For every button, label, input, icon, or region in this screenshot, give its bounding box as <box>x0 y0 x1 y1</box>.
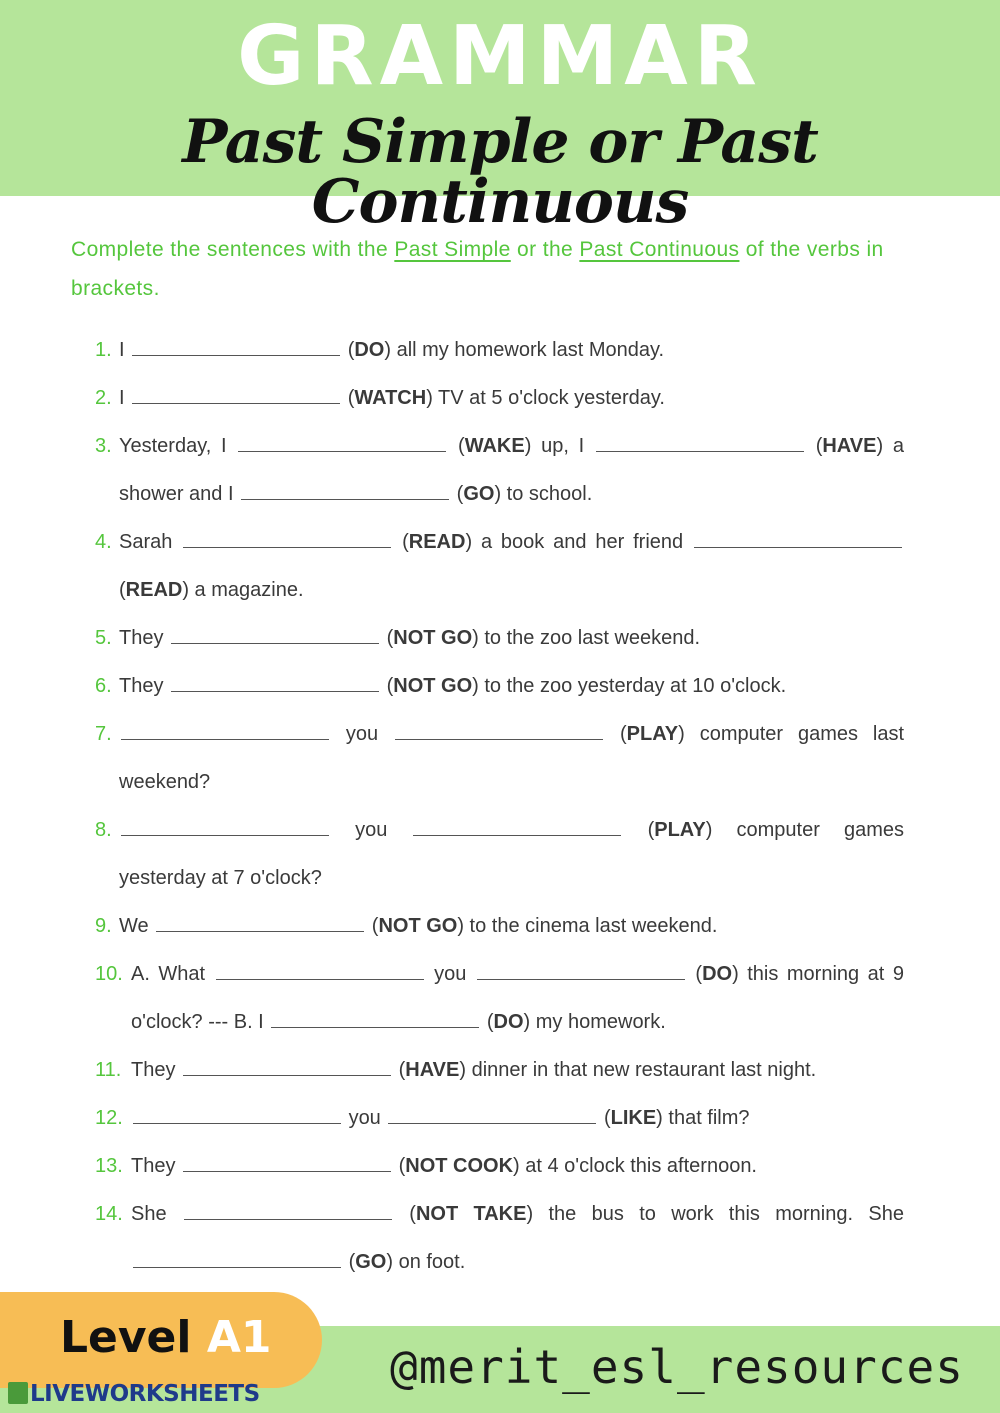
liveworksheets-icon <box>8 1382 28 1404</box>
sentence-line: you (LIKE) that film? <box>131 1094 750 1142</box>
verb-hint: WATCH <box>354 387 427 409</box>
answer-blank[interactable] <box>132 340 340 356</box>
sentence-text: They <box>119 675 164 697</box>
sentence-text: you <box>355 819 388 841</box>
answer-blank[interactable] <box>183 1156 391 1172</box>
answer-blank[interactable] <box>121 724 329 740</box>
sentence-line: A. What you (DO) this morning at 9 <box>131 963 904 985</box>
sentence-text: ) this morning at 9 <box>732 963 904 985</box>
sentence-line: (GO) on foot. <box>131 1238 465 1286</box>
sentence-text: ) on foot. <box>386 1251 466 1273</box>
level-label: Level A1 <box>60 1312 272 1363</box>
verb-hint: READ <box>125 579 183 601</box>
item-number: 9. <box>95 915 112 937</box>
sentence-line: They (NOT GO) to the zoo yesterday at 10 o'clock. <box>119 675 787 697</box>
item-number: 5. <box>95 627 112 649</box>
sentence-text: ) computer games last <box>678 723 905 745</box>
answer-blank[interactable] <box>133 1252 341 1268</box>
answer-blank[interactable] <box>216 964 424 980</box>
page-subtitle: Past Simple or Past Continuous <box>182 107 818 237</box>
answer-blank[interactable] <box>694 532 902 548</box>
sentence-line: She (NOT TAKE) the bus to work this morning. She <box>131 1203 904 1225</box>
sentence-text: you <box>348 1107 381 1129</box>
sentence-line: Yesterday, I (WAKE) up, I (HAVE) a <box>119 435 904 457</box>
sentence-text: ) dinner in that new restaurant last night. <box>459 1059 817 1081</box>
sentence-text: I <box>119 387 125 409</box>
answer-blank[interactable] <box>388 1108 596 1124</box>
sentence-text: shower and I <box>119 483 234 505</box>
sentence-text: ) all my homework last Monday. <box>384 339 665 361</box>
answer-blank[interactable] <box>133 1108 341 1124</box>
instructions-past-continuous: Past Continuous <box>579 238 740 261</box>
sentence-text: I <box>119 339 125 361</box>
sentence-text: Sarah <box>119 531 173 553</box>
verb-hint: NOT GO <box>378 915 458 937</box>
instructions-text: of the verbs in brackets. <box>71 238 884 300</box>
answer-blank[interactable] <box>183 532 391 548</box>
sentence-line: you (PLAY) computer games <box>119 806 904 854</box>
item-number: 11. <box>95 1059 122 1081</box>
sentence-line <box>119 758 210 806</box>
verb-hint: NOT TAKE <box>415 1203 527 1225</box>
instructions-text: Complete the sentences with the <box>71 238 395 261</box>
item-number: 1. <box>95 339 112 361</box>
sentence-text: o'clock? --- B. I <box>131 1011 264 1033</box>
sentence-text: Yesterday, I <box>119 435 227 457</box>
sentence-text: you <box>345 723 379 745</box>
page-title: GRAMMAR <box>237 9 763 104</box>
verb-hint: DO <box>493 1011 524 1033</box>
sentence-line: I (DO) all my homework last Monday. <box>119 339 665 361</box>
answer-blank[interactable] <box>184 1204 392 1220</box>
sentence-text: ) the bus to work this morning. She <box>526 1203 904 1225</box>
answer-blank[interactable] <box>171 676 379 692</box>
sentence-text: They <box>131 1059 176 1081</box>
instructions <box>71 230 911 308</box>
verb-hint: PLAY <box>626 723 679 745</box>
verb-hint: HAVE <box>405 1059 460 1081</box>
sentence-line: (READ) a magazine. <box>119 579 304 601</box>
sentence-text: They <box>131 1155 176 1177</box>
sentence-text: She <box>131 1203 167 1225</box>
sentence-text: ) a <box>876 435 904 457</box>
answer-blank[interactable] <box>171 628 379 644</box>
header-banner <box>0 0 1000 237</box>
author-handle: @merit_esl_resources <box>390 1340 964 1394</box>
sentence-text: ) at 4 o'clock this afternoon. <box>513 1155 757 1177</box>
sentence-text: ) up, I <box>524 435 585 457</box>
sentence-line: o'clock? --- B. I (DO) my homework. <box>131 1011 666 1033</box>
sentence-text: ) my homework. <box>523 1011 666 1033</box>
sentence-text: ) to school. <box>494 483 593 505</box>
item-number: 3. <box>95 435 112 457</box>
verb-hint: HAVE <box>822 435 877 457</box>
sentence-text: ) TV at 5 o'clock yesterday. <box>426 387 665 409</box>
sentence-text: They <box>119 627 164 649</box>
answer-blank[interactable] <box>183 1060 391 1076</box>
instructions-text: or the <box>510 238 580 261</box>
sentence-line: They (HAVE) dinner in that new restaurant last night. <box>131 1059 817 1081</box>
answer-blank[interactable] <box>156 916 364 932</box>
item-number: 13. <box>95 1155 123 1177</box>
sentence-text: ) to the zoo last weekend. <box>472 627 701 649</box>
sentence-line: They (NOT COOK) at 4 o'clock this afternoon. <box>131 1155 757 1177</box>
answer-blank[interactable] <box>413 820 621 836</box>
item-number: 6. <box>95 675 112 697</box>
sentence-text: ) a book and her friend <box>465 531 684 553</box>
sentence-text: We <box>119 915 149 937</box>
answer-blank[interactable] <box>596 436 804 452</box>
sentence-line <box>119 854 322 902</box>
answer-blank[interactable] <box>271 1012 479 1028</box>
verb-hint: PLAY <box>654 819 706 841</box>
sentence-line: you (PLAY) computer games last <box>119 710 904 758</box>
sentence-text: weekend? <box>119 771 211 793</box>
item-number: 7. <box>95 723 112 745</box>
sentence-text: A. What <box>131 963 206 985</box>
verb-hint: WAKE <box>464 435 525 457</box>
answer-blank[interactable] <box>238 436 446 452</box>
verb-hint: LIKE <box>610 1107 657 1129</box>
answer-blank[interactable] <box>477 964 685 980</box>
verb-hint: NOT GO <box>393 675 473 697</box>
verb-hint: NOT COOK <box>405 1155 514 1177</box>
sentence-text: ) a magazine. <box>182 579 304 601</box>
liveworksheets-brand: LIVEWORKSHEETS <box>30 1381 260 1407</box>
sentence-text: ) to the zoo yesterday at 10 o'clock. <box>472 675 787 697</box>
sentence-line: We (NOT GO) to the cinema last weekend. <box>119 915 718 937</box>
instructions-past-simple: Past Simple <box>394 238 511 261</box>
item-number: 12. <box>95 1107 123 1129</box>
answer-blank[interactable] <box>395 724 603 740</box>
item-number: 8. <box>95 819 112 841</box>
verb-hint: DO <box>702 963 733 985</box>
verb-hint: NOT GO <box>393 627 473 649</box>
verb-hint: DO <box>354 339 385 361</box>
sentence-line: They (NOT GO) to the zoo last weekend. <box>119 627 701 649</box>
answer-blank[interactable] <box>121 820 329 836</box>
sentence-text: ) computer games <box>705 819 905 841</box>
sentence-line: I (WATCH) TV at 5 o'clock yesterday. <box>119 387 665 409</box>
item-number: 4. <box>95 531 112 553</box>
verb-hint: GO <box>355 1251 387 1273</box>
sentence-line: Sarah (READ) a book and her friend <box>119 518 904 566</box>
answer-blank[interactable] <box>241 484 449 500</box>
sentence-text: ) to the cinema last weekend. <box>457 915 718 937</box>
item-number: 14. <box>95 1203 123 1225</box>
answer-blank[interactable] <box>132 388 340 404</box>
sentence-line: shower and I (GO) to school. <box>119 483 593 505</box>
item-number: 2. <box>95 387 112 409</box>
sentence-text: yesterday at 7 o'clock? <box>119 867 322 889</box>
verb-hint: READ <box>408 531 466 553</box>
liveworksheets-logo[interactable] <box>8 1382 260 1406</box>
item-number: 10. <box>95 963 123 985</box>
level-value: A1 <box>206 1312 272 1363</box>
verb-hint: GO <box>463 483 495 505</box>
sentence-text: you <box>434 963 467 985</box>
sentence-text: ) that film? <box>656 1107 750 1129</box>
